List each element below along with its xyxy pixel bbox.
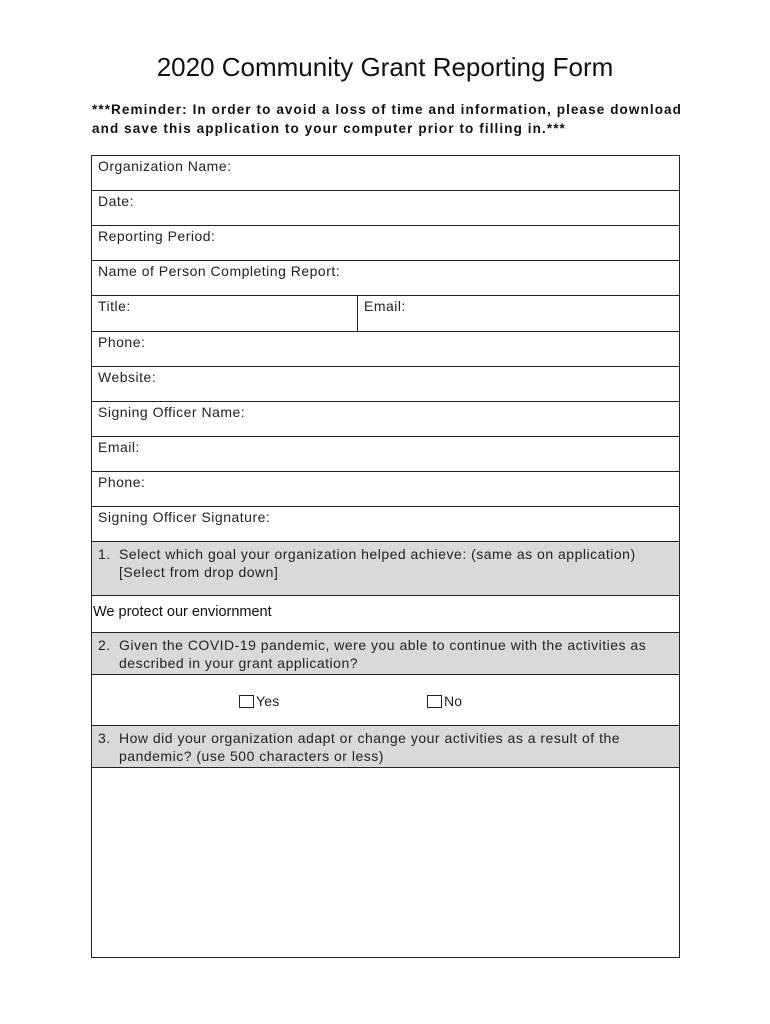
no-option[interactable] [427, 693, 462, 709]
person-completing-field[interactable] [92, 261, 679, 295]
officer-email-label: Email: [98, 439, 140, 455]
signing-officer-name-field[interactable] [92, 402, 679, 436]
signing-officer-name-label: Signing Officer Name: [98, 404, 246, 420]
date-field[interactable] [92, 191, 679, 225]
signature-row [92, 507, 679, 542]
answer-3-textarea[interactable] [92, 768, 679, 957]
person-completing-row [92, 261, 679, 296]
officer-phone-label: Phone: [98, 474, 146, 490]
person-completing-label: Name of Person Completing Report: [98, 263, 341, 279]
contact-email-label: Email: [364, 298, 406, 314]
reporting-period-label: Reporting Period: [98, 228, 216, 244]
contact-phone-label: Phone: [98, 334, 146, 350]
contact-email-field[interactable] [358, 296, 679, 331]
officer-email-field[interactable] [92, 437, 679, 471]
question-text: Given the COVID-19 pandemic, were you able to continue with the activities as described in your grant application? [119, 637, 647, 671]
yes-no-row [92, 675, 679, 726]
reporting-period-field[interactable] [92, 226, 679, 260]
question-3-row [92, 726, 679, 768]
reporting-period-row [92, 226, 679, 261]
answer-3-row [92, 768, 679, 957]
contact-phone-row [92, 332, 679, 367]
form-title: 2020 Community Grant Reporting Form [156, 52, 614, 82]
signing-officer-name-row [92, 402, 679, 437]
title-email-row [92, 296, 679, 332]
goal-dropdown-value[interactable]: We protect our enviornment [93, 604, 272, 620]
website-row [92, 367, 679, 402]
organization-name-row [92, 156, 679, 191]
question-number: 1. [98, 546, 111, 562]
website-field[interactable] [92, 367, 679, 401]
yes-option[interactable] [239, 693, 279, 709]
date-label: Date: [98, 193, 134, 209]
question-text: How did your organization adapt or change your activities as a result of the pandemic? (use 500 characters or less) [119, 730, 621, 764]
question-text: Select which goal your organization helped achieve: (same as on application) [Select from drop down] [119, 546, 636, 580]
question-1-row [92, 542, 679, 596]
question-2 [98, 636, 673, 672]
question-number: 3. [98, 730, 111, 746]
organization-name-label: Organization Name: [98, 158, 232, 174]
organization-name-field[interactable] [92, 156, 679, 190]
report-form [91, 155, 680, 958]
officer-phone-field[interactable] [92, 472, 679, 506]
no-label: No [444, 693, 463, 709]
website-label: Website: [98, 369, 157, 385]
yes-label: Yes [256, 693, 280, 709]
question-2-row [92, 633, 679, 675]
date-row [92, 191, 679, 226]
officer-email-row [92, 437, 679, 472]
signature-label: Signing Officer Signature: [98, 509, 271, 525]
title-field[interactable] [92, 296, 358, 331]
question-1 [98, 545, 673, 581]
question-3 [98, 729, 673, 765]
contact-phone-field[interactable] [92, 332, 679, 366]
reminder-note: ***Reminder: In order to avoid a loss of time and information, please download and save this application to your computer prior to filling in.*** [92, 102, 682, 136]
signature-field[interactable] [92, 507, 679, 541]
yes-checkbox[interactable] [239, 695, 254, 708]
no-checkbox[interactable] [427, 695, 442, 708]
goal-dropdown-row [92, 596, 679, 633]
question-number: 2. [98, 637, 111, 653]
title-label: Title: [98, 298, 131, 314]
officer-phone-row [92, 472, 679, 507]
